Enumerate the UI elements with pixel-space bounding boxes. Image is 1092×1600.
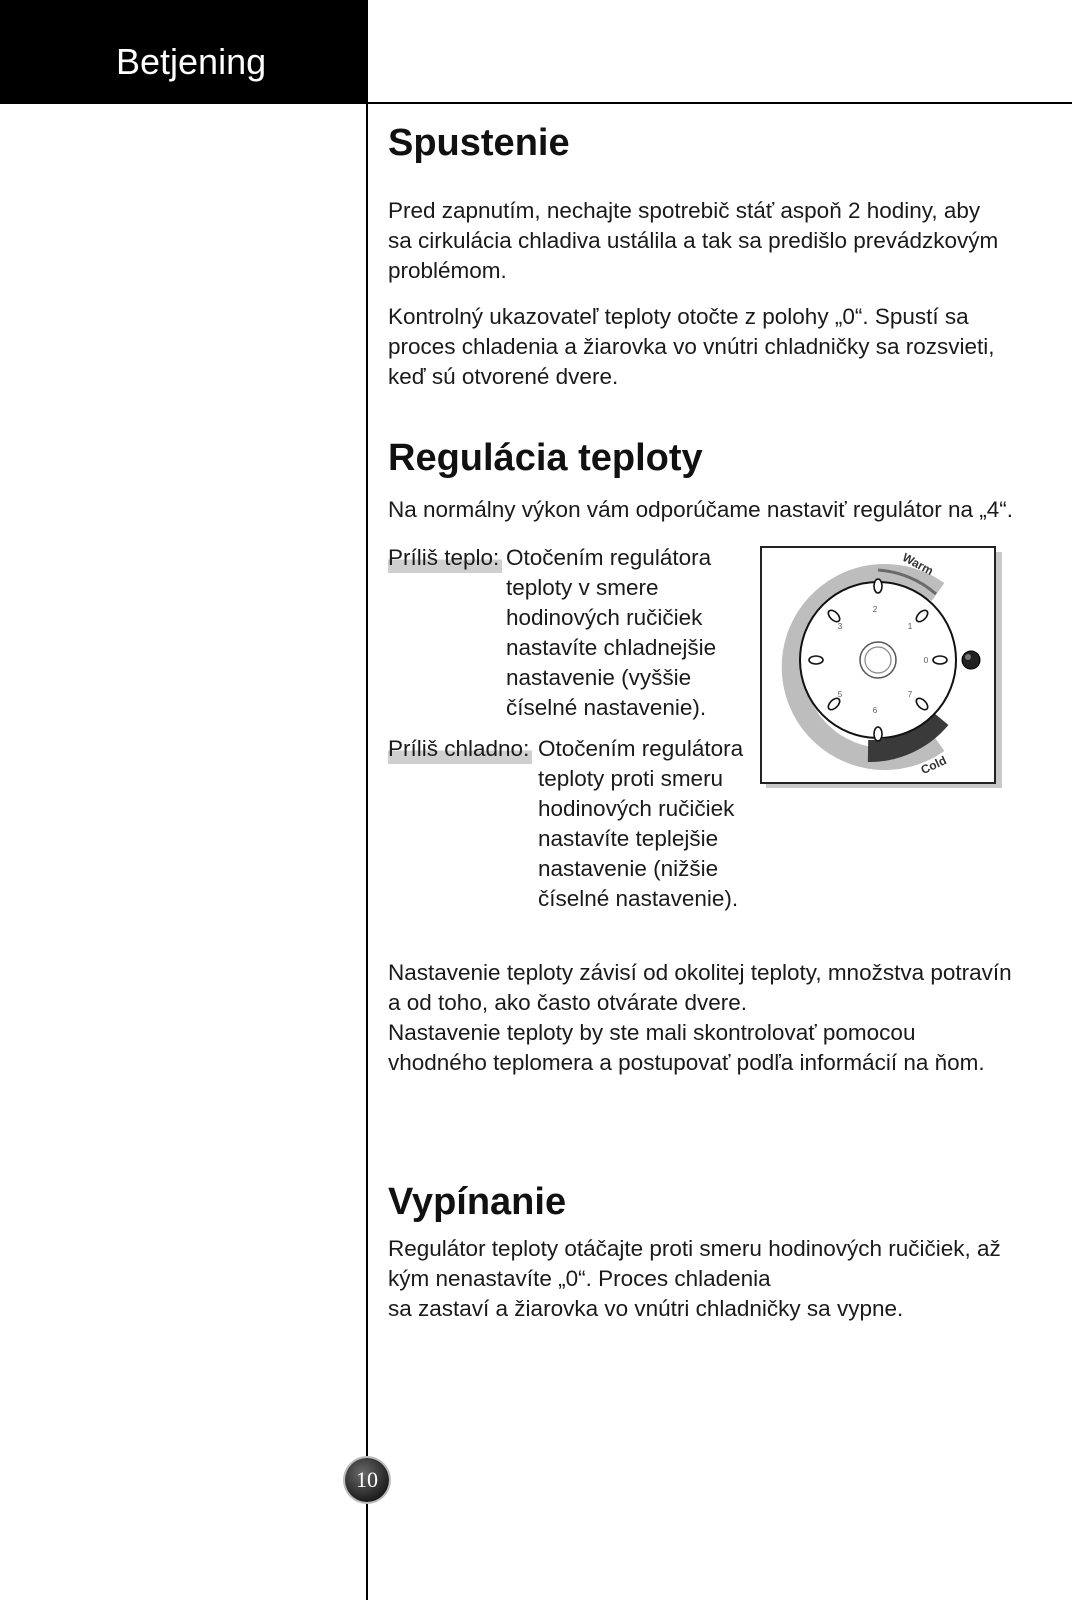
- text-line: Nastavenie teploty závisí od okolitej teploty, množstva potravín: [388, 960, 1012, 985]
- dial-number: 0: [923, 656, 929, 665]
- spustenie-section: [388, 124, 1028, 162]
- dial-number: 3: [837, 622, 843, 631]
- text-line: hodinových ručičiek: [506, 605, 703, 630]
- text-line: nastavíte teplejšie: [538, 826, 719, 851]
- thermostat-dial-illustration: [760, 546, 1006, 792]
- header-block: [0, 0, 368, 104]
- warm-label: Príliš teplo:: [388, 543, 502, 573]
- regulacia-section: [388, 439, 1028, 477]
- text-line: číselné nastavenie).: [538, 886, 739, 911]
- text-line: kým nenastavíte „0“. Proces chladenia: [388, 1266, 771, 1291]
- text-line: problémom.: [388, 258, 507, 283]
- cold-description: [538, 734, 743, 914]
- page-number-badge: 10: [345, 1458, 389, 1502]
- spustenie-paragraph-1: [388, 196, 1028, 286]
- text-line: a od toho, ako často otvárate dvere.: [388, 990, 747, 1015]
- header-rule: [368, 102, 1072, 104]
- cold-dial-label: Cold: [918, 753, 949, 778]
- warm-dial-label: Warm: [900, 550, 936, 578]
- text-line: nastavíte chladnejšie: [506, 635, 717, 660]
- indicator-highlight: [965, 654, 971, 660]
- text-line: proces chladenia a žiarovka vo vnútri chladničky sa rozsvieti,: [388, 334, 995, 359]
- vypinanie-paragraph: [388, 1234, 1068, 1324]
- cold-label: Príliš chladno:: [388, 734, 532, 764]
- text-line: nastavenie (nižšie: [538, 856, 719, 881]
- cold-setting: [388, 734, 758, 914]
- indicator-dot: [962, 651, 980, 669]
- dial-number: 1: [907, 622, 913, 631]
- regulacia-heading: Regulácia teploty: [388, 437, 703, 479]
- text-line: sa cirkulácia chladiva ustálila a tak sa predišlo prevádzkovým: [388, 228, 999, 253]
- text-line: hodinových ručičiek: [538, 796, 735, 821]
- text-line: Kontrolný ukazovateľ teploty otočte z polohy „0“. Spustí sa: [388, 304, 969, 329]
- dial-number: 6: [872, 706, 878, 715]
- text-line: nastavenie (vyššie: [506, 665, 692, 690]
- dial-number: 2: [872, 605, 878, 614]
- text-line: vhodného teplomera a postupovať podľa informácií na ňom.: [388, 1050, 985, 1075]
- text-line: Otočením regulátora: [538, 736, 744, 761]
- spustenie-paragraph-2: [388, 302, 1028, 392]
- text-line: teploty proti smeru: [538, 766, 724, 791]
- text-line: číselné nastavenie).: [506, 695, 707, 720]
- vertical-rule: [366, 0, 368, 1600]
- text-line: Nastavenie teploty by ste mali skontrolovať pomocou: [388, 1020, 916, 1045]
- regulacia-notes: [388, 958, 1068, 1078]
- text-line: teploty v smere: [506, 575, 659, 600]
- dial-number: 5: [837, 690, 843, 699]
- vypinanie-heading: Vypínanie: [388, 1181, 567, 1223]
- dial-number: 7: [907, 690, 913, 699]
- text-line: keď sú otvorené dvere.: [388, 364, 619, 389]
- vypinanie-section: [388, 1183, 1028, 1221]
- text-line: Pred zapnutím, nechajte spotrebič stáť aspoň 2 hodiny, aby: [388, 198, 981, 223]
- section-title: Betjening: [116, 41, 267, 82]
- intro-line: Na normálny výkon vám odporúčame nastaviť regulátor na „4“.: [388, 497, 1013, 522]
- text-line: Regulátor teploty otáčajte proti smeru hodinových ručičiek, až: [388, 1236, 1001, 1261]
- text-line: Otočením regulátora: [506, 545, 712, 570]
- warm-description: [506, 543, 716, 723]
- spustenie-heading: Spustenie: [388, 122, 570, 164]
- regulacia-intro: [388, 495, 1068, 525]
- warm-setting: [388, 543, 748, 723]
- text-line: sa zastaví a žiarovka vo vnútri chladničky sa vypne.: [388, 1296, 904, 1321]
